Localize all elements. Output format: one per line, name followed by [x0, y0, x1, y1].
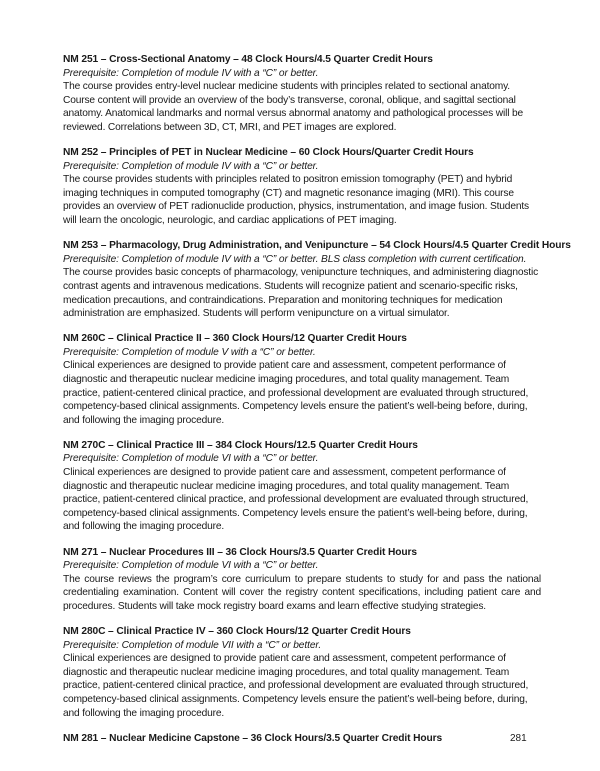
course-description: The course provides students with principles related to positron emission tomography (PET) and hybrid imaging techniques in computed tomography (CT) and magnetic resonance imaging (MRI). This course provides an overview of PET radionuclide production, physics, instrumentation, and image fusion. Students will learn the oncologic, neurologic, and cardiac applications of PET imaging.: [63, 174, 529, 227]
course-prerequisite: Prerequisite: Completion of module VI with a “C” or better.: [63, 453, 319, 465]
course-description: The course provides entry-level nuclear medicine students with principles related to sectional anatomy. Course content will provide an overview of the body’s transverse, coronal, oblique, and sagittal sectional anatomy. Anatomical landmarks and normal versus abnormal anatomy and pathological processes will be reviewed. Correlations between 3D, CT, MRI, and PET images are explored.: [63, 81, 524, 133]
course-title: NM 281 – Nuclear Medicine Capstone – 36 Clock Hours/3.5 Quarter Credit Hours: [63, 732, 443, 744]
course-title: NM 280C – Clinical Practice IV – 360 Clock Hours/12 Quarter Credit Hours: [63, 625, 411, 637]
course-nm-271: [63, 546, 541, 614]
course-description: Clinical experiences are designed to provide patient care and assessment, competent performance of diagnostic and therapeutic nuclear medicine imaging procedures, and total quality management. Team practice, patient-centered clinical practice, and professional development are evaluated through structured, competency-based clinical assignments. Competency levels ensure the patient’s well-being before, during, and following the imaging procedure.: [63, 360, 529, 426]
course-nm-281: [63, 732, 541, 746]
course-catalog-page: [63, 53, 571, 757]
course-description: The course provides basic concepts of pharmacology, venipuncture techniques, and administering diagnostic contrast agents and intravenous medications. Students will recognize patient and scenario-specific risks, medication precautions, and contraindications. Preparation and monitoring techniques for medication administration are emphasized. Students will perform venipuncture on a virtual simulator.: [63, 267, 539, 320]
course-prerequisite: Prerequisite: Completion of module IV with a “C” or better.: [63, 67, 319, 79]
course-title: NM 271 – Nuclear Procedures III – 36 Clock Hours/3.5 Quarter Credit Hours: [63, 546, 417, 558]
course-prerequisite: Prerequisite: Completion of module IV with a “C” or better. BLS class completion with current certification.: [63, 253, 527, 265]
course-prerequisite: Prerequisite: Completion of module VII with a “C” or better.: [63, 639, 322, 651]
course-prerequisite: Prerequisite: Completion of module V with a “C” or better.: [63, 346, 316, 358]
page-number: 281: [510, 733, 527, 744]
course-title: NM 252 – Principles of PET in Nuclear Medicine – 60 Clock Hours/Quarter Credit Hours: [63, 147, 474, 159]
course-description: The course reviews the program’s core curriculum to prepare students to study for and pass the national credentialing examination. Content will cover the registry content specifications, including patient care and procedures. Students will take mock registry board exams and learn effective studying strategies.: [63, 573, 541, 612]
course-nm-280c: [63, 625, 541, 720]
course-nm-270c: [63, 439, 541, 534]
course-prerequisite: Prerequisite: Completion of module IV with a “C” or better.: [63, 160, 319, 172]
course-prerequisite: Prerequisite: Completion of module VI with a “C” or better.: [63, 560, 319, 572]
course-title: NM 251 – Cross-Sectional Anatomy – 48 Clock Hours/4.5 Quarter Credit Hours: [63, 54, 433, 65]
course-title: NM 253 – Pharmacology, Drug Administration, and Venipuncture – 54 Clock Hours/4.5 Quarter Credit Hours: [63, 240, 571, 252]
course-title: NM 260C – Clinical Practice II – 360 Clock Hours/12 Quarter Credit Hours: [63, 333, 407, 345]
course-nm-260c: [63, 332, 541, 427]
course-nm-253: [63, 239, 571, 321]
course-nm-252: [63, 146, 541, 228]
course-title: NM 270C – Clinical Practice III – 384 Clock Hours/12.5 Quarter Credit Hours: [63, 439, 418, 451]
course-description: Clinical experiences are designed to provide patient care and assessment, competent performance of diagnostic and therapeutic nuclear medicine imaging procedures, and total quality management. Team practice, patient-centered clinical practice, and professional development are evaluated through structured, competency-based clinical assignments. Competency levels ensure the patient’s well-being before, during, and following the imaging procedure.: [63, 467, 529, 533]
course-nm-251: [63, 53, 541, 135]
course-description: Clinical experiences are designed to provide patient care and assessment, competent performance of diagnostic and therapeutic nuclear medicine imaging procedures, and total quality management. Team practice, patient-centered clinical practice, and professional development are evaluated through structured, competency-based clinical assignments. Competency levels ensure the patient’s well-being before, during, and following the imaging procedure.: [63, 653, 529, 719]
